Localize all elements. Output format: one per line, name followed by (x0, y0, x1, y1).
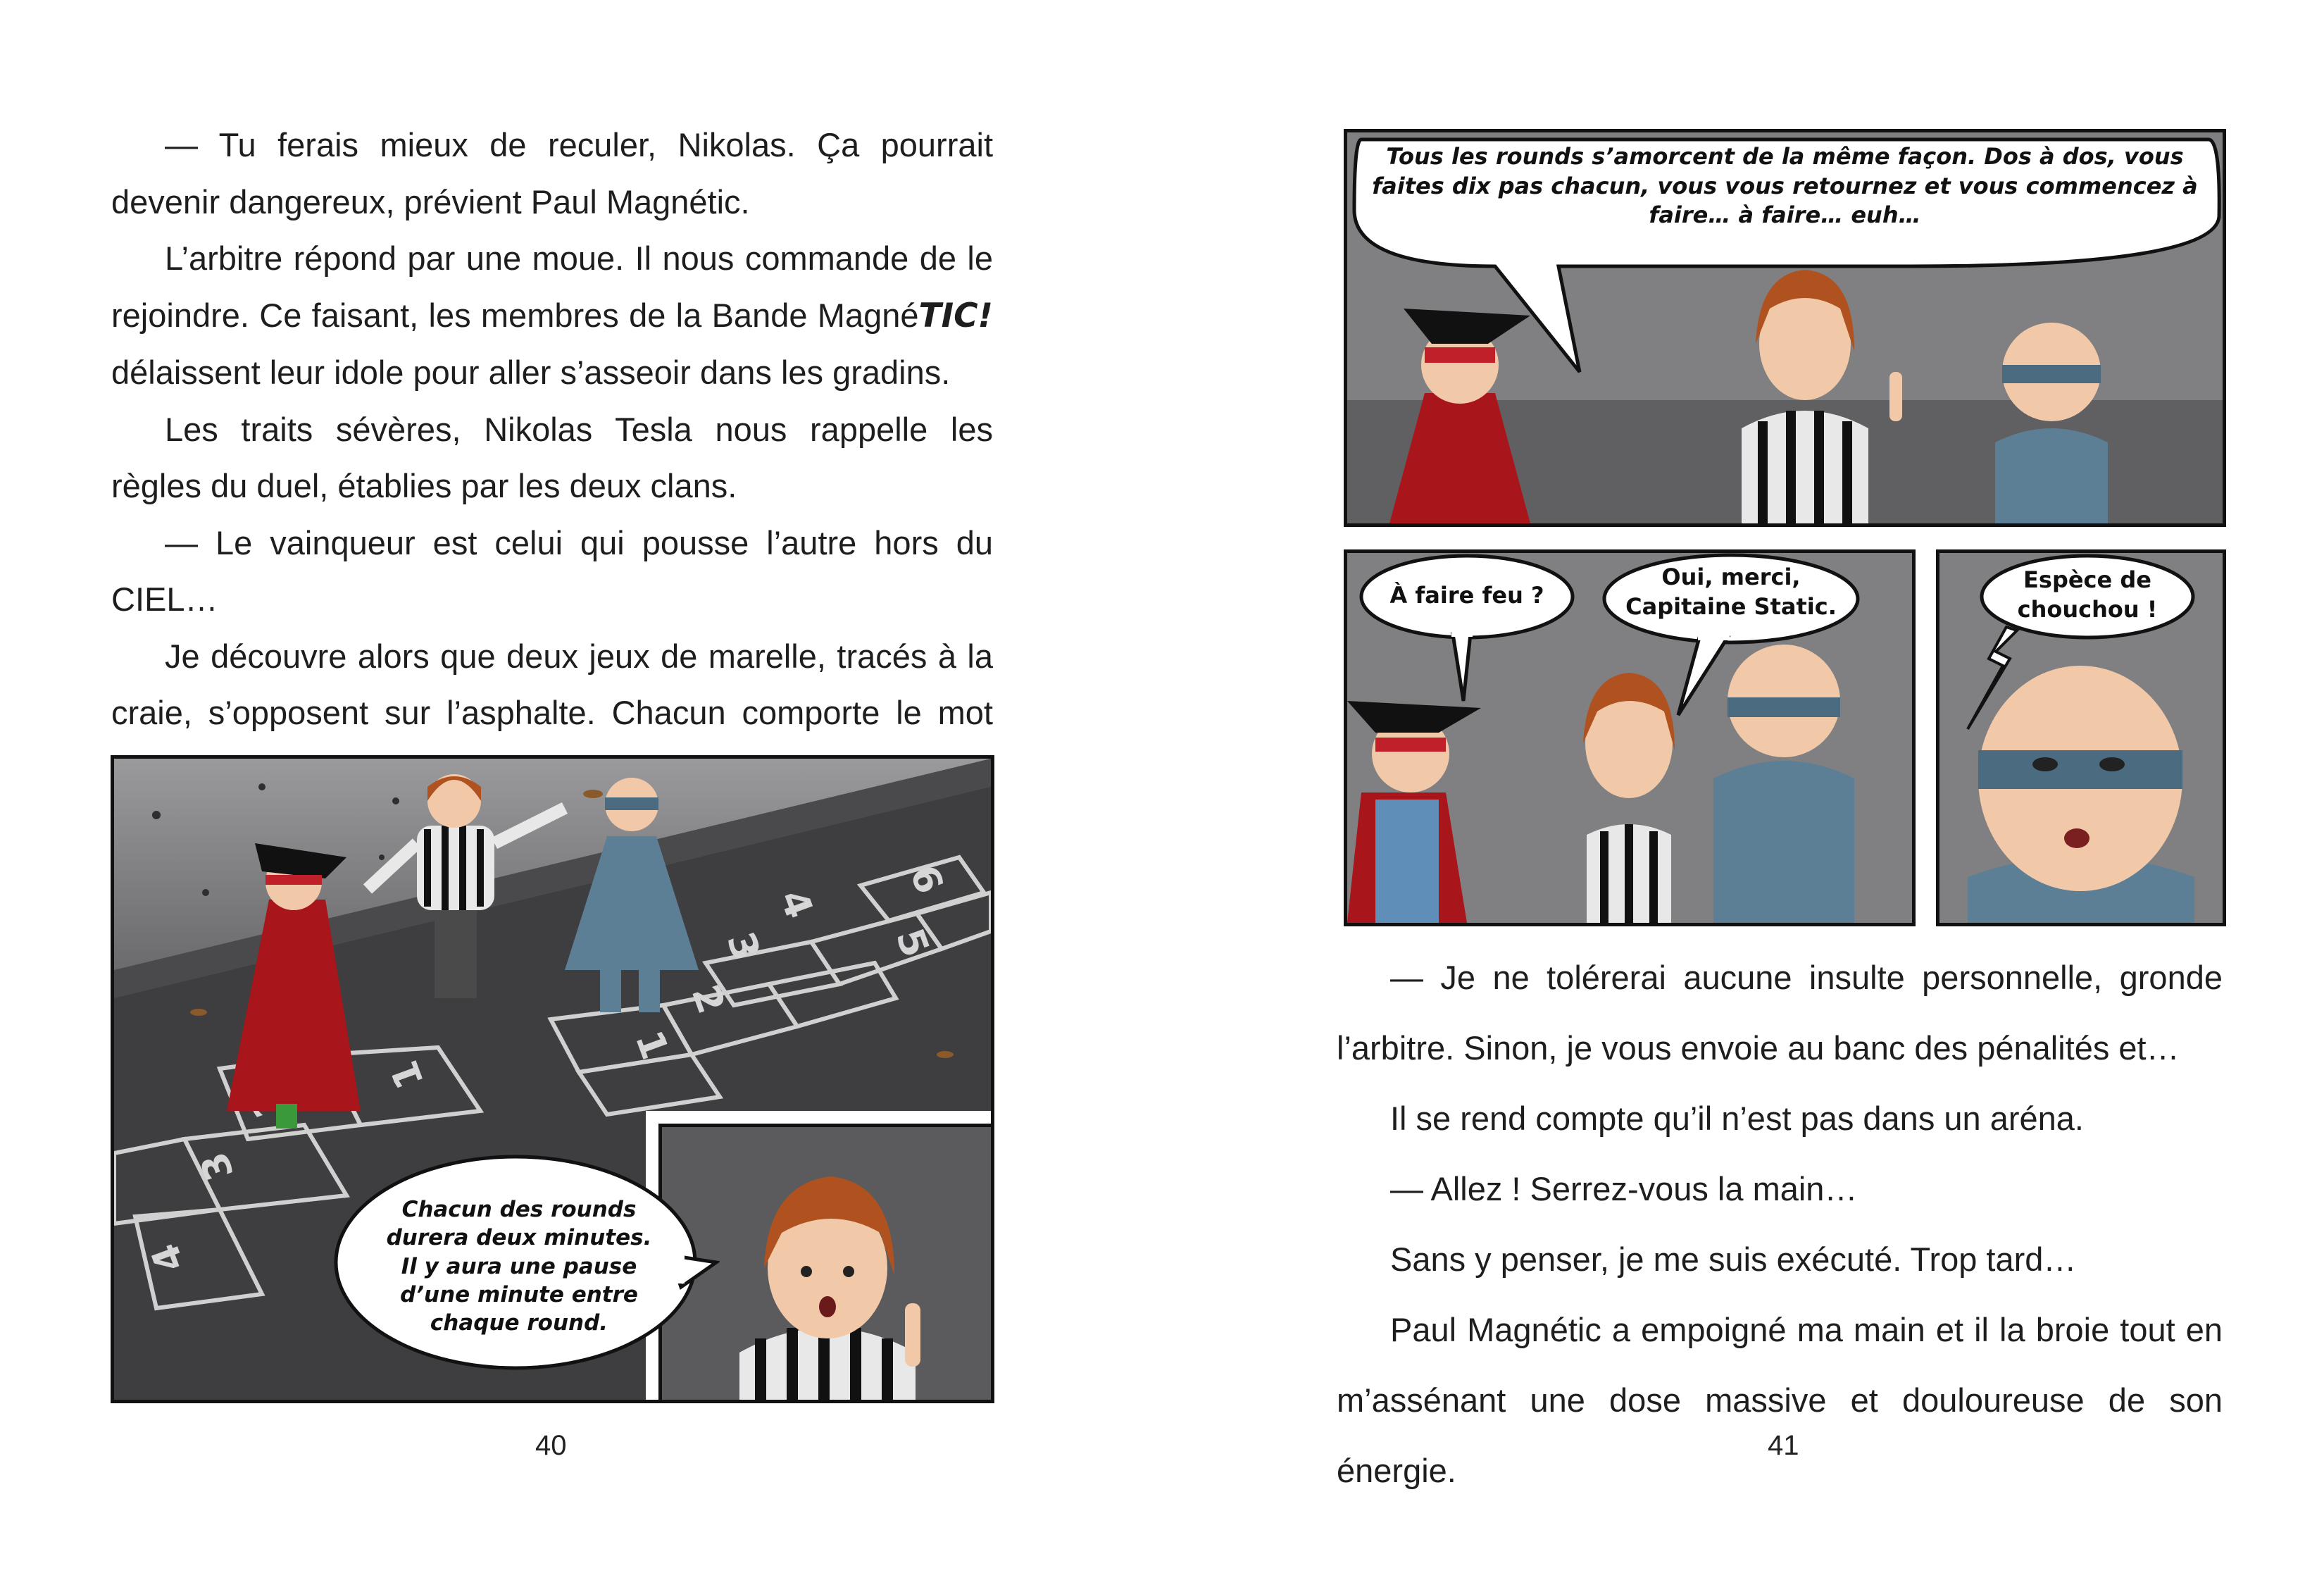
paragraph: Paul Magnétic a empoigné ma main et il la broie tout en m’assénant une dose massive et douloureuse de son énergie. (1337, 1311, 2223, 1489)
paragraph: — Tu ferais mieux de reculer, Nikolas. Ça pourrait devenir dangereux, prévient Paul Magnétic. (111, 126, 993, 220)
hopscotch-number: 6 (901, 859, 952, 900)
paragraph: Sans y penser, je me suis exécuté. Trop tard… (1390, 1241, 2077, 1278)
top-speech-bubble: Tous les rounds s’amorcent de la même façon. Dos à dos, vous faites dix pas chacun, vous vous retournez et vous commencez à faire… à faire… euh… (1372, 143, 2198, 229)
left-page-text (111, 117, 993, 798)
right-page (1162, 0, 2324, 1585)
paragraph: — Le vainqueur est celui qui pousse l’autre hors du CIEL… (111, 523, 993, 618)
right-page-text (1337, 943, 2223, 1506)
hopscotch-number: 3 (192, 1146, 243, 1187)
paragraph: — Allez ! Serrez-vous la main… (1390, 1170, 1858, 1207)
hopscotch-number: 1 (382, 1055, 433, 1095)
hopscotch-number: 1 (626, 1024, 677, 1065)
speech-bubble-merci: Oui, merci, Capitaine Static. (1625, 564, 1837, 620)
paragraph: Il se rend compte qu’il n’est pas dans un aréna. (1390, 1100, 2084, 1137)
comic-panel-fire (1344, 549, 1916, 926)
speech-bubble-fire: À faire feu ? (1389, 582, 1544, 609)
hopscotch-number: 3 (718, 926, 769, 966)
paragraph: Je découvre alors que deux jeux de marelle, tracés à la craie, s’opposent sur l’asphalte. Chacun comporte le mot (111, 637, 993, 731)
comic-panel-hopscotch (111, 755, 994, 1403)
hopscotch-number: 2 (682, 978, 734, 1019)
speech-bubble-rounds: Chacun des rounds durera deux minutes. Il y aura une pause d’une minute entre chaque round. (386, 1197, 652, 1336)
bald-kid-back (1713, 645, 1854, 923)
hopscotch-number: 4 (770, 883, 822, 924)
comic-panel-chouchou (1936, 549, 2226, 926)
paragraph: — Je ne tolérerai aucune insulte personnelle, gronde l’arbitre. Sinon, je vous envoie au banc des pénalités et… (1337, 959, 2223, 1067)
hopscotch-number: 4 (142, 1238, 194, 1279)
band-name-emphasis: TIC! (918, 296, 993, 335)
comic-panel-rules (1344, 129, 2226, 527)
paragraph: Les traits sévères, Nikolas Tesla nous rappelle les règles du duel, établies par les deux clans. (111, 410, 993, 504)
page-number: 40 (535, 1430, 567, 1461)
hopscotch-number: 5 (887, 922, 938, 963)
paragraph: L’arbitre répond par une moue. Il nous commande de le rejoindre. Ce faisant, les membres de la Bande MagnéTIC! délaissent leur idole pour aller s’asseoir dans les gradins. (111, 240, 993, 391)
page-number: 41 (1768, 1430, 1799, 1461)
speech-bubble-chouchou: Espèce de chouchou ! (2017, 566, 2158, 623)
